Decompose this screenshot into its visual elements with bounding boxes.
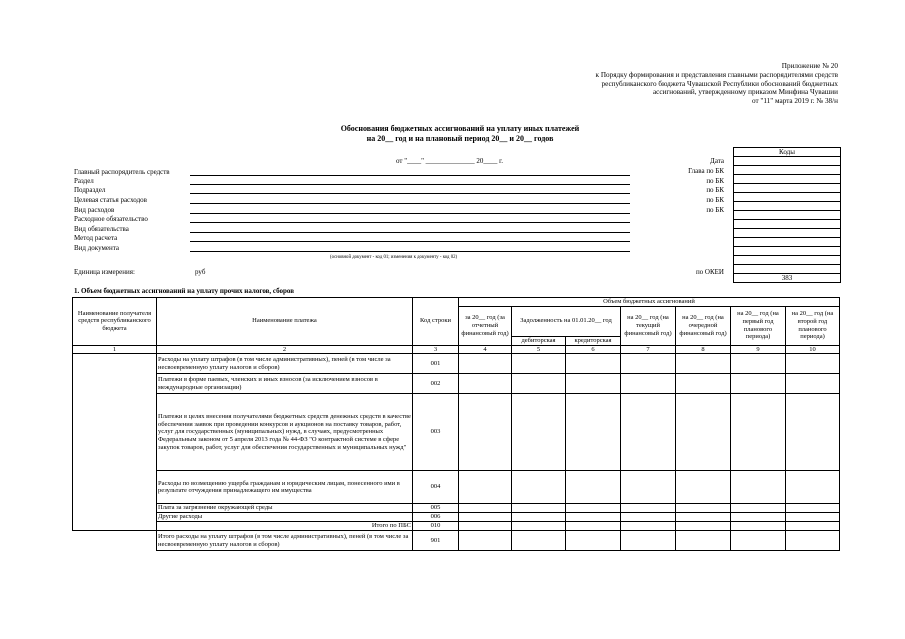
field-main-manager[interactable] xyxy=(190,175,630,176)
col-number: 1 xyxy=(73,345,157,354)
appendix-line: Приложение № 20 xyxy=(781,62,838,70)
value-cell[interactable] xyxy=(786,522,840,531)
value-cell[interactable] xyxy=(731,531,786,551)
value-cell[interactable] xyxy=(512,531,566,551)
col-number: 4 xyxy=(459,345,512,354)
appendix-header xyxy=(520,62,838,106)
label-date: Дата xyxy=(710,157,724,165)
header-credit: кредиторская xyxy=(566,336,621,345)
col-number: 9 xyxy=(731,345,786,354)
appendix-line: к Порядку формирования и представления главными распорядителями средств xyxy=(595,70,838,79)
header-plan-year-1: на 20__ год (на первый год планового периода) xyxy=(731,306,786,345)
payment-name: Платежи в целях внесения получателями бюджетных средств денежных средств в качестве обеспечения заявок при проведении конкурсов и аукционов на поставку товаров, работ, услуг для государственных (муниципальных) нужд, в случаях, предусмотренных Федеральным законом от 5 апреля 2013 года № 44-ФЗ "О контрактной системе в сфере закупок товаров, работ, услуг для обеспечения государственных и муниципальных нужд" xyxy=(157,394,413,471)
appendix-line: от "11" марта 2019 г. № 38/н xyxy=(751,97,838,106)
okei-label: по ОКЕИ xyxy=(695,268,724,276)
label-target-article: Целевая статья расходов xyxy=(74,196,147,204)
field-calc-method[interactable] xyxy=(190,241,630,242)
value-cell[interactable] xyxy=(731,354,786,374)
code-cell-podrazdel[interactable] xyxy=(734,184,841,193)
label-expense-type: Вид расходов xyxy=(74,206,115,214)
payment-name: Платежи в форме паевых, членских и иных взносов (за исключением взносов в международные организации) xyxy=(157,374,413,394)
date-line: от "____" ______________ 20____ г. xyxy=(396,157,504,165)
table-row xyxy=(73,504,840,513)
code-cell-blank-7[interactable] xyxy=(734,265,841,274)
value-cell[interactable] xyxy=(459,374,512,394)
code-cell-razdel[interactable] xyxy=(734,175,841,184)
value-cell[interactable] xyxy=(731,504,786,513)
row-code: 001 xyxy=(413,354,459,374)
value-cell[interactable] xyxy=(566,513,621,522)
code-cell-okei: 383 xyxy=(734,274,841,283)
value-cell[interactable] xyxy=(676,471,731,504)
field-razdel[interactable] xyxy=(190,184,630,185)
value-cell[interactable] xyxy=(731,394,786,471)
table-row xyxy=(73,374,840,394)
label-razdel: Раздел xyxy=(74,177,94,185)
code-cell-glava[interactable] xyxy=(734,166,841,175)
value-cell[interactable] xyxy=(621,394,676,471)
value-cell[interactable] xyxy=(512,471,566,504)
total-fines-label: Итого расходы на уплату штрафов (в том числе административных), пеней (в том числе за несвоевременную уплату налогов и сборов) xyxy=(157,531,413,551)
value-cell[interactable] xyxy=(676,394,731,471)
field-podrazdel[interactable] xyxy=(190,193,630,194)
header-volume: Объем бюджетных ассигнований xyxy=(459,298,840,307)
value-cell[interactable] xyxy=(566,354,621,374)
col-number: 5 xyxy=(512,345,566,354)
code-cell-blank-1[interactable] xyxy=(734,211,841,220)
value-cell[interactable] xyxy=(512,394,566,471)
header-next-year: на 20__ год (на очередной финансовый год) xyxy=(676,306,731,345)
value-cell[interactable] xyxy=(786,531,840,551)
value-cell[interactable] xyxy=(731,513,786,522)
value-cell[interactable] xyxy=(621,531,676,551)
value-cell[interactable] xyxy=(459,513,512,522)
value-cell[interactable] xyxy=(676,374,731,394)
codes-header: Коды xyxy=(734,148,841,157)
col-number: 3 xyxy=(413,345,459,354)
value-cell[interactable] xyxy=(621,522,676,531)
col-number: 6 xyxy=(566,345,621,354)
table-row xyxy=(73,354,840,374)
value-cell[interactable] xyxy=(459,394,512,471)
value-cell[interactable] xyxy=(786,354,840,374)
value-cell[interactable] xyxy=(566,394,621,471)
value-cell[interactable] xyxy=(621,513,676,522)
code-cell-vr[interactable] xyxy=(734,202,841,211)
code-cell-blank-3[interactable] xyxy=(734,229,841,238)
unit-value: руб xyxy=(195,268,206,276)
value-cell[interactable] xyxy=(512,504,566,513)
payment-name: Другие расходы xyxy=(157,513,413,522)
total-pbs-row xyxy=(73,522,840,531)
row-code: 901 xyxy=(413,531,459,551)
value-cell[interactable] xyxy=(621,504,676,513)
value-cell[interactable] xyxy=(566,522,621,531)
row-code: 010 xyxy=(413,522,459,531)
header-debt: Задолженность на 01.01.20__ год xyxy=(512,306,621,336)
total-pbs-label: Итого по ПБС xyxy=(157,522,413,531)
value-cell[interactable] xyxy=(566,531,621,551)
value-cell[interactable] xyxy=(621,354,676,374)
value-cell[interactable] xyxy=(676,354,731,374)
appendix-line: ассигнований, утвержденному приказом Минфина Чувашии xyxy=(652,88,838,97)
title-line-1: Обоснования бюджетных ассигнований на уплату иных платежей xyxy=(340,124,580,133)
code-cell-blank-5[interactable] xyxy=(734,247,841,256)
value-cell[interactable] xyxy=(459,471,512,504)
allocations-table xyxy=(72,297,840,551)
label-bk-csr: по БК xyxy=(706,196,724,204)
document-title xyxy=(230,124,690,144)
header-debit: дебиторская xyxy=(512,336,566,345)
value-cell[interactable] xyxy=(731,471,786,504)
field-obligation[interactable] xyxy=(190,222,630,223)
value-cell[interactable] xyxy=(731,374,786,394)
field-target-article[interactable] xyxy=(190,203,630,204)
header-payment: Наименование платежа xyxy=(157,298,413,346)
value-cell[interactable] xyxy=(786,394,840,471)
code-cell-blank-2[interactable] xyxy=(734,220,841,229)
value-cell[interactable] xyxy=(786,471,840,504)
row-code: 006 xyxy=(413,513,459,522)
label-bk-vr: по БК xyxy=(706,206,724,214)
payment-name: Расходы по возмещению ущерба гражданам и юридическим лицам, понесенного ими в результате отчуждения принадлежащего им имущества xyxy=(157,471,413,504)
label-doc-type: Вид документа xyxy=(74,244,120,252)
table-row xyxy=(73,394,840,471)
value-cell[interactable] xyxy=(512,522,566,531)
row-code: 004 xyxy=(413,471,459,504)
appendix-line: республиканского бюджета Чувашской Республики обоснований бюджетных xyxy=(601,79,838,88)
value-cell[interactable] xyxy=(512,513,566,522)
label-glava-bk: Глава по БК xyxy=(688,167,724,175)
empty-cell xyxy=(73,531,157,551)
value-cell[interactable] xyxy=(512,374,566,394)
label-obligation-type: Вид обязательства xyxy=(74,225,129,233)
payment-name: Расходы на уплату штрафов (в том числе административных), пеней (в том числе за несвоевременную уплату налогов и сборов) xyxy=(157,354,413,374)
code-cell-csr[interactable] xyxy=(734,193,841,202)
col-number: 8 xyxy=(676,345,731,354)
col-number: 10 xyxy=(786,345,840,354)
label-podrazdel: Подраздел xyxy=(74,186,106,194)
value-cell[interactable] xyxy=(621,374,676,394)
value-cell[interactable] xyxy=(676,522,731,531)
value-cell[interactable] xyxy=(786,504,840,513)
value-cell[interactable] xyxy=(676,513,731,522)
header-recipient: Наименование получателя средств республиканского бюджета xyxy=(73,298,157,346)
value-cell[interactable] xyxy=(676,531,731,551)
label-main-manager: Главный распорядитель средств xyxy=(74,168,170,176)
value-cell[interactable] xyxy=(512,354,566,374)
payment-name: Плата за загрязнение окружающей среды xyxy=(157,504,413,513)
label-bk-razdel: по БК xyxy=(706,177,724,185)
row-code: 005 xyxy=(413,504,459,513)
header-report-year: за 20__ год (за отчетный финансовый год) xyxy=(459,306,512,345)
doc-type-note: (основной документ - код 01; изменения к документу - код 02) xyxy=(330,255,458,260)
unit-label: Единица измерения: xyxy=(74,268,135,276)
label-obligation: Расходное обязательство xyxy=(74,215,148,223)
value-cell[interactable] xyxy=(566,374,621,394)
value-cell[interactable] xyxy=(621,471,676,504)
field-doc-type[interactable] xyxy=(190,251,630,252)
value-cell[interactable] xyxy=(459,504,512,513)
value-cell[interactable] xyxy=(731,522,786,531)
header-plan-year-2: на 20__ год (на второй год планового периода) xyxy=(786,306,840,345)
code-cell-blank-4[interactable] xyxy=(734,238,841,247)
section-title: 1. Объем бюджетных ассигнований на уплату прочих налогов, сборов xyxy=(74,287,295,295)
row-code: 002 xyxy=(413,374,459,394)
value-cell[interactable] xyxy=(566,471,621,504)
value-cell[interactable] xyxy=(566,504,621,513)
title-line-2: на 20__ год и на плановый период 20__ и 20__ годов xyxy=(366,134,554,143)
col-number: 7 xyxy=(621,345,676,354)
value-cell[interactable] xyxy=(786,374,840,394)
value-cell[interactable] xyxy=(459,522,512,531)
value-cell[interactable] xyxy=(459,354,512,374)
code-cell-blank-6[interactable] xyxy=(734,256,841,265)
label-calc-method: Метод расчета xyxy=(74,234,118,242)
table-row xyxy=(73,513,840,522)
codes-box xyxy=(733,147,841,283)
value-cell[interactable] xyxy=(459,531,512,551)
label-bk-podrazdel: по БК xyxy=(706,186,724,194)
col-number: 2 xyxy=(157,345,413,354)
header-current-year: на 20__ год (на текущий финансовый год) xyxy=(621,306,676,345)
row-code: 003 xyxy=(413,394,459,471)
total-fines-row xyxy=(73,531,840,551)
field-expense-type[interactable] xyxy=(190,213,630,214)
value-cell[interactable] xyxy=(676,504,731,513)
header-code: Код строки xyxy=(413,298,459,346)
field-obligation-type[interactable] xyxy=(190,232,630,233)
recipient-cell[interactable] xyxy=(73,354,157,531)
value-cell[interactable] xyxy=(786,513,840,522)
code-cell-date[interactable] xyxy=(734,157,841,166)
table-row xyxy=(73,471,840,504)
